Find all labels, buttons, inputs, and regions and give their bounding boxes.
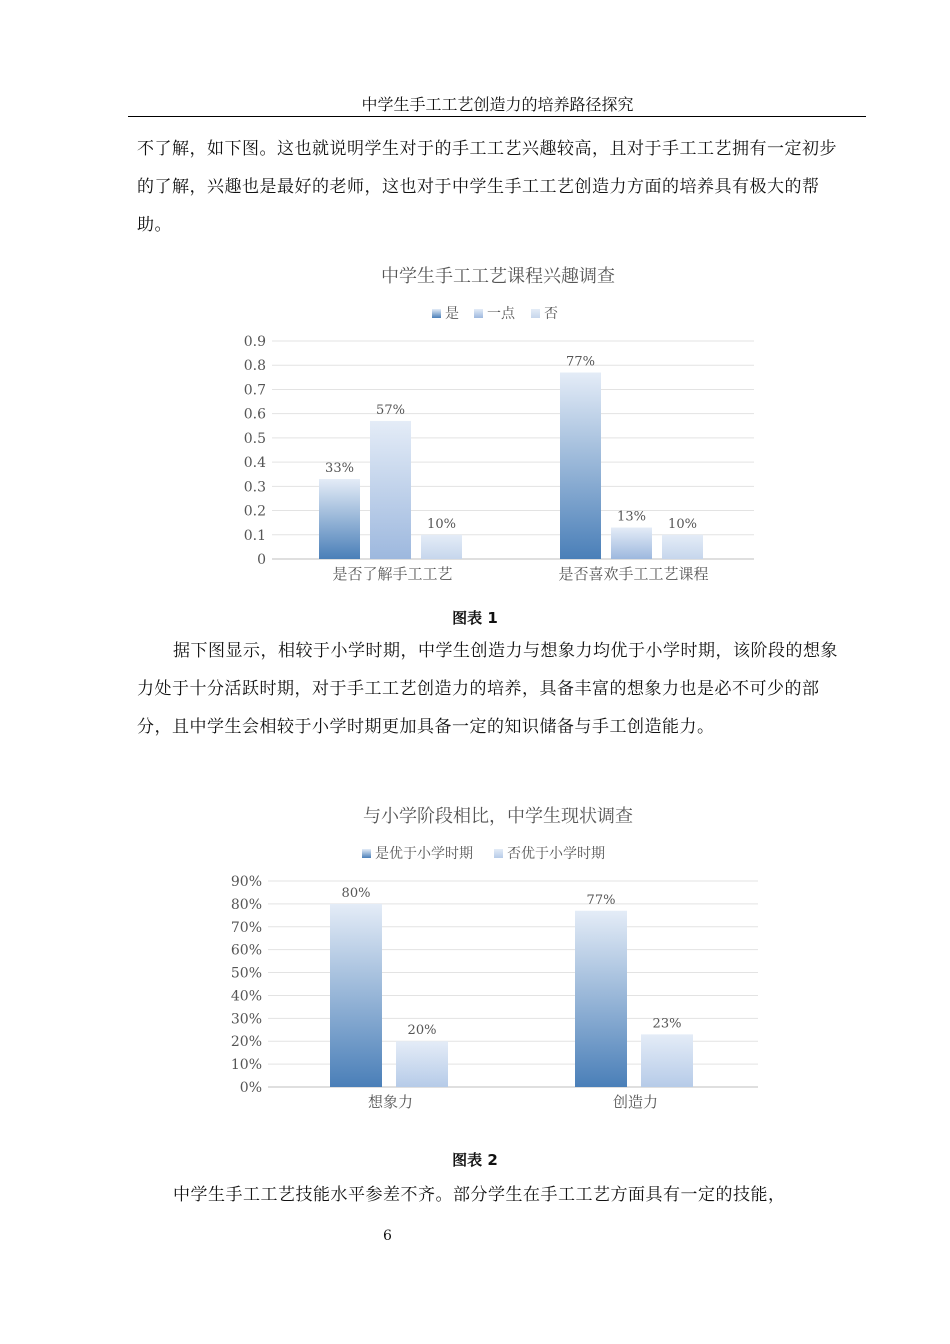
legend-swatch-1	[494, 849, 503, 858]
y-tick-label-8: 0.8	[243, 358, 266, 375]
y-tick-label-2: 20%	[230, 1034, 262, 1051]
y-tick-label-4: 0.4	[243, 455, 266, 472]
data-label-1-2: 10%	[668, 516, 697, 532]
y-tick-label-5: 50%	[230, 965, 262, 982]
data-label-0-0: 33%	[325, 461, 354, 477]
data-label-1-0: 77%	[586, 892, 616, 908]
figure-caption-1: 图表 1	[452, 609, 498, 627]
page-number: 6	[383, 1228, 392, 1244]
y-tick-label-1: 10%	[230, 1057, 262, 1074]
data-label-0-0: 80%	[341, 885, 371, 901]
y-tick-label-0: 0%	[239, 1080, 262, 1096]
bar-0-0	[330, 904, 382, 1087]
y-tick-label-6: 60%	[230, 942, 262, 959]
paragraph-2: 据下图显示，相较于小学时期，中学生创造力与想象力均优于小学时期，该阶段的想象力处于十分活跃时期，对于手工工艺创造力的培养，具备丰富的想象力也是必不可少的部分，且中学生会相较于小学时期更加具备一定的知识储备与手工创造能力。	[137, 641, 838, 737]
data-label-0-2: 10%	[427, 516, 456, 532]
running-header: 中学生手工工艺创造力的培养路径探究	[361, 95, 634, 114]
x-tick-label-1: 创造力	[612, 1093, 659, 1111]
y-tick-label-1: 0.1	[243, 527, 266, 544]
y-tick-label-8: 80%	[230, 896, 262, 913]
bar-1-1	[641, 1034, 693, 1087]
chart-title: 中学生手工工艺课程兴趣调查	[381, 266, 615, 287]
legend-label-2: 否	[544, 306, 558, 322]
y-tick-label-7: 70%	[230, 919, 262, 936]
y-tick-label-7: 0.7	[243, 382, 266, 399]
y-tick-label-9: 90%	[230, 874, 262, 890]
legend-label-1: 否优于小学时期	[507, 846, 605, 862]
data-label-1-1: 23%	[652, 1016, 682, 1032]
x-tick-label-0: 是否了解手工工艺	[332, 565, 453, 583]
paragraph-1: 不了解，如下图。这也就说明学生对于的手工工艺兴趣较高，且对于手工工艺拥有一定初步的了解，兴趣也是最好的老师，这也对于中学生手工工艺创造力方面的培养具有极大的帮助。	[137, 139, 837, 235]
x-tick-label-1: 是否喜欢手工工艺课程	[558, 565, 709, 583]
y-tick-label-6: 0.6	[243, 406, 266, 423]
y-tick-label-4: 40%	[230, 988, 262, 1005]
y-tick-label-3: 30%	[230, 1011, 262, 1028]
chart-title: 与小学阶段相比，中学生现状调查	[363, 806, 633, 827]
bar-0-1	[396, 1041, 448, 1087]
y-tick-label-3: 0.3	[243, 479, 266, 496]
legend-label-0: 是优于小学时期	[375, 846, 473, 862]
y-tick-label-9: 0.9	[243, 334, 266, 350]
y-tick-label-2: 0.2	[243, 503, 266, 520]
data-label-0-1: 57%	[376, 402, 405, 418]
figure-caption-2: 图表 2	[452, 1151, 498, 1169]
y-tick-label-0: 0	[257, 552, 266, 568]
x-tick-label-0: 想象力	[367, 1093, 414, 1111]
paragraph-3: 中学生手工工艺技能水平参差不齐。部分学生在手工工艺方面具有一定的技能，	[173, 1185, 786, 1205]
y-tick-label-5: 0.5	[243, 430, 266, 447]
bar-1-0	[575, 911, 627, 1087]
legend-label-0: 是	[445, 306, 459, 322]
data-label-0-1: 20%	[407, 1023, 437, 1039]
legend-label-1: 一点	[487, 306, 515, 322]
legend-swatch-0	[362, 849, 371, 858]
data-label-1-0: 77%	[566, 354, 595, 370]
data-label-1-1: 13%	[617, 509, 646, 525]
